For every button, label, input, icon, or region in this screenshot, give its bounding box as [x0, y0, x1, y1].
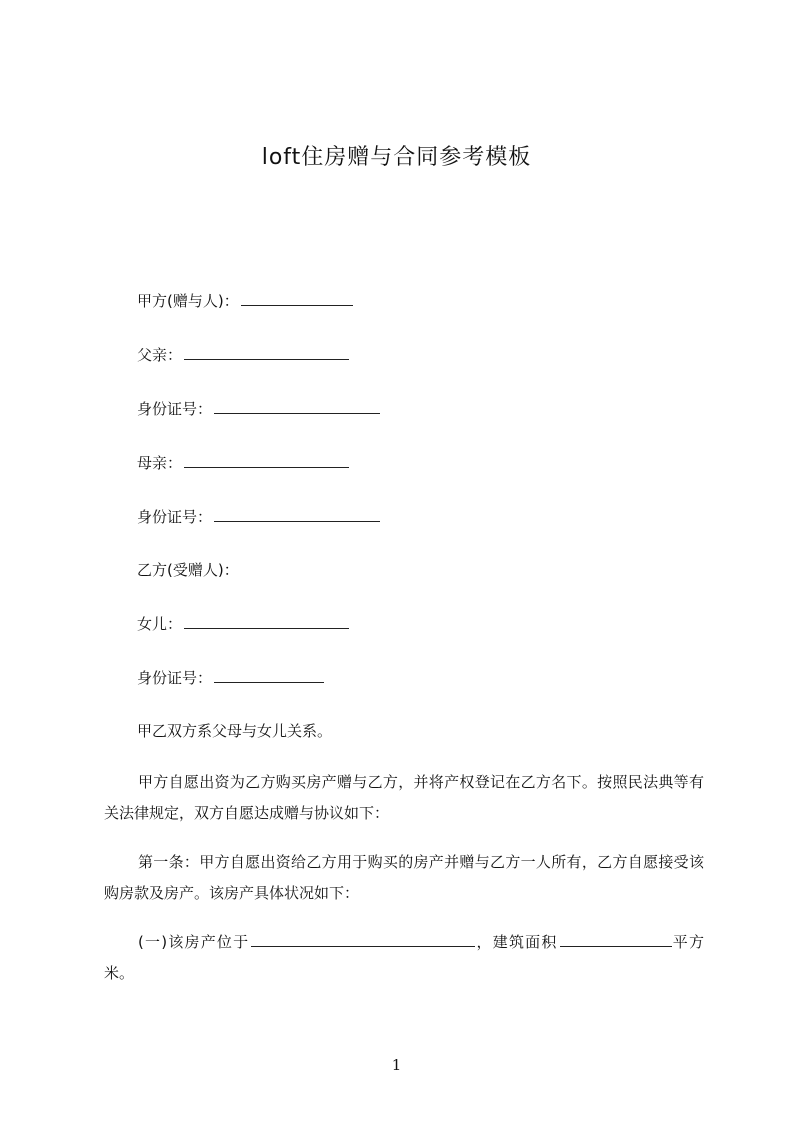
document-title: loft住房赠与合同参考模板 — [261, 145, 532, 170]
mother-id-label: 身份证号： — [137, 508, 213, 526]
page-number: 1 — [391, 1056, 402, 1074]
party-a-label: 甲方(赠与人)： — [137, 292, 239, 310]
mother-id-blank — [214, 506, 380, 522]
party-a-blank — [241, 290, 353, 306]
daughter-id-label: 身份证号： — [137, 669, 213, 687]
father-id-line — [137, 398, 380, 420]
relation-line — [137, 720, 332, 742]
article-1-paragraph: 第一条：甲方自愿出资给乙方用于购买的房产并赠与乙方一人所有，乙方自愿接受该购房款及房产。该房产具体状况如下： — [104, 853, 704, 902]
daughter-id-blank — [214, 667, 324, 683]
preamble-paragraph: 甲方自愿出资为乙方购买房产赠与乙方，并将产权登记在乙方名下。按照民法典等有关法律规定，双方自愿达成赠与协议如下： — [104, 773, 704, 822]
party-b-label: 乙方(受赠人)： — [137, 561, 239, 579]
mother-label: 母亲： — [137, 454, 183, 472]
party-b-line — [137, 559, 239, 581]
location-blank — [251, 931, 475, 947]
article-1-item-1 — [104, 927, 704, 989]
father-blank — [184, 344, 349, 360]
daughter-id-line — [137, 667, 324, 689]
daughter-blank — [184, 613, 349, 629]
father-line — [137, 344, 349, 366]
mother-id-line — [137, 506, 380, 528]
daughter-label: 女儿： — [137, 615, 183, 633]
father-id-blank — [214, 398, 380, 414]
item-1-prefix: (一)该房产位于 — [138, 933, 250, 951]
mother-line — [137, 452, 349, 474]
party-a-line — [137, 290, 353, 312]
item-1-suffix: 平方米。 — [104, 933, 704, 982]
father-label: 父亲： — [137, 346, 183, 364]
item-1-mid: ，建筑面积 — [475, 933, 558, 951]
daughter-line — [137, 613, 349, 635]
area-blank — [560, 931, 672, 947]
mother-blank — [184, 452, 349, 468]
father-id-label: 身份证号： — [137, 400, 213, 418]
relation-text: 甲乙双方系父母与女儿关系。 — [137, 722, 333, 740]
